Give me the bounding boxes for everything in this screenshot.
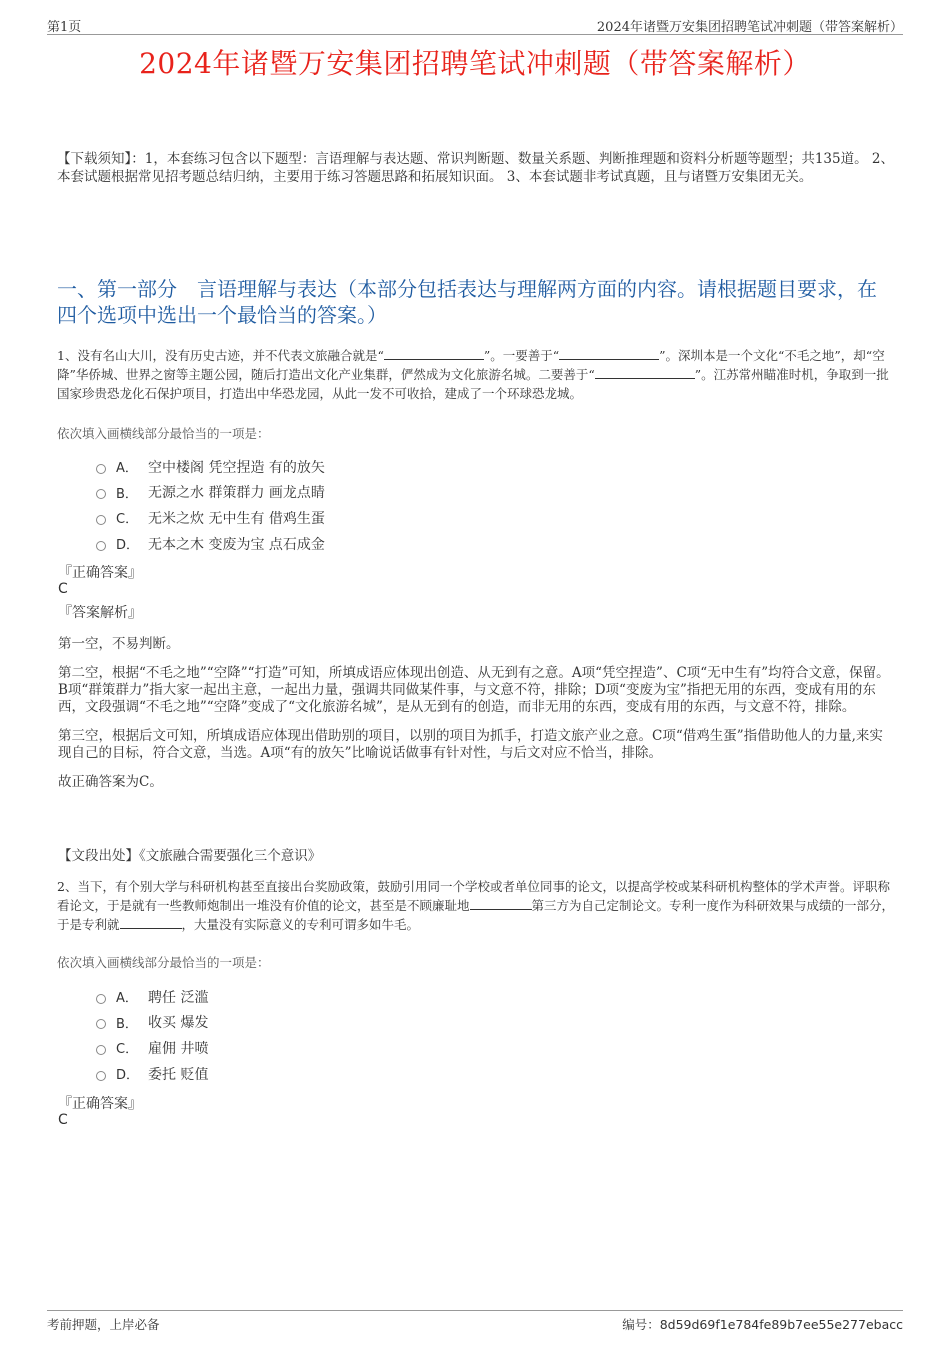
option-text: 无米之炊 无中生有 借鸡生蛋 xyxy=(148,510,325,527)
option-a[interactable] xyxy=(96,454,325,480)
radio-icon[interactable] xyxy=(96,489,106,499)
fill-blank xyxy=(384,346,484,360)
analysis-paragraph: 故正确答案为C。 xyxy=(58,774,163,790)
q2-text-part: ，大量没有实际意义的专利可谓多如牛毛。 xyxy=(181,917,420,932)
q1-text-part: ”。深圳本是一个文化“不毛之地”，却“空降”华侨城、世界之窗等主题公园，随后打造出文化产业集群，俨然成为文化旅游名城。二要善于“ xyxy=(57,348,885,382)
q2-text-part: 2、当下，有个别大学与科研机构甚至直接出台奖励政策，鼓励引用同一个学校或者单位同事的论文，以提高学校或某科研机构整体的学术声誉。评职称看论文，于是就有一些教师炮制出一堆没有价值的论文，甚至是不顾廉耻地 xyxy=(57,879,890,913)
option-text: 无源之水 群策群力 画龙点睛 xyxy=(148,485,325,502)
document-title: 2024年诸暨万安集团招聘笔试冲刺题（带答案解析） xyxy=(139,47,811,80)
question-1-options xyxy=(96,454,325,556)
q2-text-part: 第三方为自己定制论文。专利一度作为科研效果与成绩的一部分，于是专利就 xyxy=(57,898,895,932)
passage-source: 【文段出处】《文旅融合需要强化三个意识》 xyxy=(58,848,322,864)
q1-text-part: ”。一要善于“ xyxy=(483,348,560,363)
fill-blank xyxy=(470,896,532,910)
option-b[interactable] xyxy=(96,480,325,506)
page-number: 第1页 xyxy=(47,20,82,35)
fill-blank xyxy=(595,365,695,379)
radio-icon[interactable] xyxy=(96,994,106,1004)
option-text: 委托 贬值 xyxy=(148,1066,209,1083)
analysis-label: 『答案解析』 xyxy=(58,605,142,621)
correct-answer-label: 『正确答案』 xyxy=(58,1096,142,1112)
option-d[interactable] xyxy=(96,531,325,557)
radio-icon[interactable] xyxy=(96,541,106,551)
q1-text-part: 1、没有名山大川，没有历史古迹，并不代表文旅融合就是“ xyxy=(57,348,384,363)
correct-answer: C xyxy=(58,581,68,597)
correct-answer: C xyxy=(58,1112,68,1128)
option-letter: B． xyxy=(116,1016,138,1032)
analysis-paragraph: 第二空，根据“不毛之地”“空降”“打造”可知，所填成语应体现出创造、从无到有之意。A项“凭空捏造”、C项“无中生有”均符合文意，保留。B项“群策群力”指大家一起出主意，一起出力量，强调共同做某件事，与文意不符，排除；D项“变废为宝”指把无用的东西，变成有用的东西，文段强调“不毛之地”“空降”变成了“文化旅游名城”，是从无到有的创造，而非无用的东西，变成有用的东西，与文意不符，排除。 xyxy=(58,665,890,715)
question-2-options xyxy=(96,984,208,1086)
radio-icon[interactable] xyxy=(96,1019,106,1029)
option-letter: C． xyxy=(116,1042,139,1058)
radio-icon[interactable] xyxy=(96,1071,106,1081)
analysis-paragraph: 第一空，不易判断。 xyxy=(58,636,180,652)
option-letter: C． xyxy=(116,512,139,528)
option-letter: A． xyxy=(116,461,138,477)
option-text: 无本之木 变废为宝 点石成金 xyxy=(148,536,325,553)
question-1-text xyxy=(57,346,895,403)
question-2-instruction: 依次填入画横线部分最恰当的一项是： xyxy=(57,955,270,970)
option-letter: A． xyxy=(116,991,138,1007)
download-notice: 【下载须知】：1，本套练习包含以下题型：言语理解与表达题、常识判断题、数量关系题、判断推理题和资料分析题等题型；共135道。 2、本套试题根据常见招考题总结归纳，主要用于练习答题思路和拓展知识面。 3、本套试题非考试真题，且与诸暨万安集团无关。 xyxy=(57,151,894,185)
option-c[interactable] xyxy=(96,505,325,531)
option-text: 收买 爆发 xyxy=(148,1015,209,1032)
fill-blank xyxy=(120,915,182,929)
answer-analysis xyxy=(58,636,893,803)
analysis-paragraph: 第三空，根据后文可知，所填成语应体现出借助别的项目，以别的项目为抓手，打造文旅产业之意。C项“借鸡生蛋”指借助他人的力量,来实现自己的目标，符合文意，当选。A项“有的放矢”比喻说话做事有针对性，与后文对应不恰当，排除。 xyxy=(58,728,883,761)
option-text: 聘任 泛滥 xyxy=(148,989,209,1006)
option-b[interactable] xyxy=(96,1010,208,1036)
fill-blank xyxy=(559,346,659,360)
header-doc-name: 2024年诸暨万安集团招聘笔试冲刺题（带答案解析） xyxy=(596,20,903,35)
document-code xyxy=(622,1315,903,1333)
correct-answer-label: 『正确答案』 xyxy=(58,565,142,581)
page-header xyxy=(47,14,903,35)
section-title: 一、第一部分 言语理解与表达（本部分包括表达与理解两方面的内容。请根据题目要求，在四个选项中选出一个最恰当的答案。） xyxy=(57,277,877,327)
option-text: 空中楼阁 凭空捏造 有的放矢 xyxy=(148,459,325,476)
option-letter: D． xyxy=(116,1068,140,1084)
code-value: 8d59d69f1e784fe89b7ee55e277ebacc xyxy=(659,1317,903,1332)
option-text: 雇佣 井喷 xyxy=(148,1040,209,1057)
option-letter: B． xyxy=(116,486,138,502)
footer-slogan: 考前押题，上岸必备 xyxy=(47,1317,160,1332)
option-d[interactable] xyxy=(96,1061,208,1087)
option-c[interactable] xyxy=(96,1035,208,1061)
option-letter: D． xyxy=(116,538,140,554)
radio-icon[interactable] xyxy=(96,464,106,474)
radio-icon[interactable] xyxy=(96,515,106,525)
question-1-instruction: 依次填入画横线部分最恰当的一项是： xyxy=(57,426,270,441)
question-2-text xyxy=(57,877,895,934)
page-footer xyxy=(47,1310,903,1333)
radio-icon[interactable] xyxy=(96,1045,106,1055)
q1-text-part: ”。江苏常州瞄准时机，争取到一批国家珍贵恐龙化石保护项目，打造出中华恐龙园，从此一发不可收拾，建成了一个环球恐龙城。 xyxy=(57,367,889,401)
option-a[interactable] xyxy=(96,984,208,1010)
code-label: 编号： xyxy=(622,1317,660,1332)
